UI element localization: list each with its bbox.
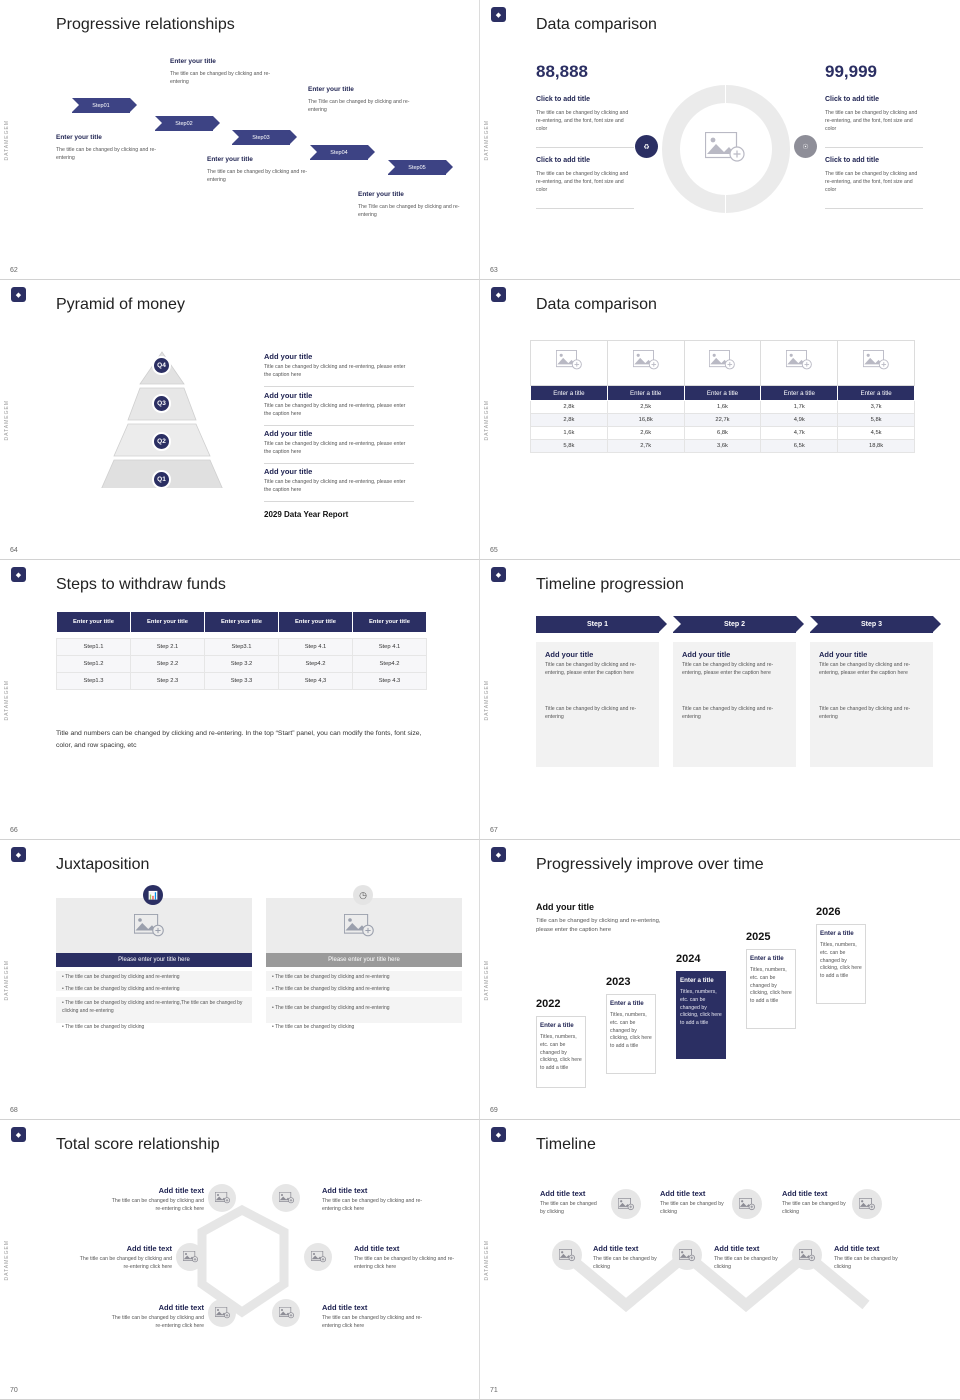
table-cell: Step3.1 xyxy=(205,639,279,656)
node-icon-1[interactable] xyxy=(552,1240,582,1270)
slide-sidebar-text: DATAMEGEM xyxy=(4,1240,10,1281)
node-icon-2[interactable] xyxy=(611,1189,641,1219)
table-header-cell[interactable]: Enter your title xyxy=(57,612,131,633)
table-cell: 6,5k xyxy=(761,440,838,453)
right-image-area[interactable] xyxy=(266,898,462,953)
left-bullet-3: • The title can be changed by clicking and re-entering,The title can be changed by clicking and re-entering xyxy=(62,1000,243,1014)
table-row xyxy=(57,673,427,690)
step-label-body-2: The title can be changed by clicking and re-entering xyxy=(170,71,271,85)
divider xyxy=(536,208,634,209)
brand-logo-icon: ◆ xyxy=(11,287,26,302)
pyramid-item-body-3: Title can be changed by clicking and re-entering, please enter the caption here xyxy=(264,441,406,455)
right-bullet-text-4: The title can be changed by clicking xyxy=(275,1024,355,1030)
node-icon-1[interactable] xyxy=(208,1184,236,1212)
timeline-step-2[interactable]: Step 2 xyxy=(673,616,796,633)
divider xyxy=(264,386,414,387)
timeline-panel-body-3a: Title can be changed by clicking and re-entering, please enter the caption here xyxy=(819,662,911,676)
table-cell: 5,8k xyxy=(531,440,608,453)
table-header-cell[interactable]: Enter a title xyxy=(838,386,915,401)
slide-sidebar-text: DATAMEGEM xyxy=(4,400,10,441)
page-number: 62 xyxy=(10,267,18,274)
slide-71 xyxy=(480,1120,960,1400)
table-cell: Step 4.1 xyxy=(353,639,427,656)
timeline-panel-title-1: Add your title xyxy=(545,650,594,659)
table-cell: Step1.2 xyxy=(57,656,131,673)
step-label-title-5: Enter your title xyxy=(358,191,404,198)
page-title: Juxtaposition xyxy=(56,856,150,873)
divider xyxy=(825,208,923,209)
timeline-panel-title-3: Add your title xyxy=(819,650,868,659)
year-label-2025: 2025 xyxy=(746,931,771,943)
right-bullet-text-1: The title can be changed by clicking and re-entering xyxy=(275,974,390,980)
node-icon-3[interactable] xyxy=(672,1240,702,1270)
step-chevron-4[interactable]: Step04 xyxy=(310,145,368,160)
table-cell: 6,8k xyxy=(684,427,761,440)
node-body-4: The title can be changed by clicking and re-entering click here xyxy=(354,1256,455,1270)
right-block-title-2: Click to add title xyxy=(825,157,880,164)
page-title: Pyramid of money xyxy=(56,296,185,313)
table-cell: Step 2.1 xyxy=(131,639,205,656)
table-cell: 4,5k xyxy=(838,427,915,440)
page-number: 67 xyxy=(490,827,498,834)
timeline-panel-3 xyxy=(810,642,933,767)
table-header-row xyxy=(531,386,915,401)
node-icon-2[interactable] xyxy=(272,1184,300,1212)
node-body-3: The title can be changed by clicking xyxy=(782,1201,846,1215)
table-image-cell[interactable] xyxy=(607,341,684,386)
table-cell: 4,7k xyxy=(761,427,838,440)
intro-title: Add your title xyxy=(536,902,594,912)
brand-logo-icon: ◆ xyxy=(11,567,26,582)
slide-sidebar-text: DATAMEGEM xyxy=(484,120,490,161)
year-card-body-2023: Titles, numbers, etc. can be changed by clicking, click here to add a title xyxy=(610,1012,652,1050)
year-card-title-2025: Enter a title xyxy=(750,955,784,962)
table-image-row xyxy=(531,341,915,386)
year-card-title-2026: Enter a title xyxy=(820,930,854,937)
year-card-body-2025: Titles, numbers, etc. can be changed by clicking, click here to add a title xyxy=(750,967,792,1005)
step-label-title-1: Enter your title xyxy=(56,134,102,141)
right-bar-label[interactable]: Please enter your title here xyxy=(266,953,462,967)
step-chevron-3[interactable]: Step03 xyxy=(232,130,290,145)
table-image-cell[interactable] xyxy=(531,341,608,386)
slide-sidebar-text: DATAMEGEM xyxy=(4,680,10,721)
step-label-body-5: The Title can be changed by clicking and re-entering xyxy=(358,204,460,218)
brand-logo-icon: ◆ xyxy=(491,287,506,302)
right-bullet-text-2: The title can be changed by clicking and re-entering xyxy=(275,986,390,992)
right-bullet-4: • The title can be changed by clicking xyxy=(272,1024,355,1030)
brand-logo-icon: ◆ xyxy=(491,1127,506,1142)
node-title-2: Add title text xyxy=(660,1189,706,1198)
right-marker-icon: ☉ xyxy=(794,135,817,158)
table-cell: Step 4.1 xyxy=(279,639,353,656)
page-title: Steps to withdraw funds xyxy=(56,576,226,593)
left-block-title-1: Click to add title xyxy=(536,96,591,103)
brand-logo-icon: ◆ xyxy=(491,7,506,22)
table-cell: 2,8k xyxy=(531,414,608,427)
page-number: 63 xyxy=(490,267,498,274)
timeline-step-3[interactable]: Step 3 xyxy=(810,616,933,633)
table-cell: Step 4,3 xyxy=(279,673,353,690)
node-title-4: Add title text xyxy=(354,1244,400,1253)
page-title: Timeline progression xyxy=(536,576,684,593)
divider xyxy=(264,501,414,502)
node-icon-4[interactable] xyxy=(732,1189,762,1219)
image-placeholder-icon xyxy=(134,914,164,943)
page-title: Data comparison xyxy=(536,296,657,313)
node-title-4: Add title text xyxy=(593,1244,639,1253)
pyramid-item-body-2: Title can be changed by clicking and re-entering, please enter the caption here xyxy=(264,403,406,417)
table-header-cell[interactable]: Enter a title xyxy=(531,386,608,401)
slide-sidebar-text: DATAMEGEM xyxy=(484,960,490,1001)
table-header-cell[interactable]: Enter a title xyxy=(761,386,838,401)
table-cell: Step1.3 xyxy=(57,673,131,690)
table-row xyxy=(57,639,427,656)
node-icon-6[interactable] xyxy=(852,1189,882,1219)
brand-logo-icon: ◆ xyxy=(11,1127,26,1142)
timeline-panel-body-3b: Title can be changed by clicking and re-entering xyxy=(819,706,911,720)
node-body-2: The title can be changed by clicking and re-entering click here xyxy=(322,1198,423,1212)
pyramid-level-q3[interactable]: Q3 xyxy=(152,394,171,413)
pyramid-item-title-2: Add your title xyxy=(264,391,313,400)
brand-logo-icon: ◆ xyxy=(491,847,506,862)
right-block-body-1: The title can be changed by clicking and re-entering, and the font, font size and color xyxy=(825,110,918,132)
left-bullet-text-4: The title can be changed by clicking xyxy=(65,1024,145,1030)
step-chevron-2[interactable]: Step02 xyxy=(155,116,213,131)
table-header-cell[interactable]: Enter a title xyxy=(684,386,761,401)
table-cell: 1,7k xyxy=(761,401,838,414)
node-title-3: Add title text xyxy=(782,1189,828,1198)
table-row xyxy=(531,414,915,427)
page-number: 66 xyxy=(10,827,18,834)
slide-sidebar-text: DATAMEGEM xyxy=(4,120,10,161)
table-row xyxy=(531,401,915,414)
year-card-title-2022: Enter a title xyxy=(540,1022,574,1029)
left-image-area[interactable] xyxy=(56,898,252,953)
year-card-body-2024: Titles, numbers, etc. can be changed by clicking, click here to add a title xyxy=(680,989,722,1027)
timeline-panel-body-1b: Title can be changed by clicking and re-entering xyxy=(545,706,637,720)
brand-logo-icon: ◆ xyxy=(491,567,506,582)
right-bullet-2: • The title can be changed by clicking and re-entering xyxy=(272,986,390,992)
node-body-5: The title can be changed by clicking and re-entering click here xyxy=(111,1315,204,1329)
right-bullet-1: • The title can be changed by clicking and re-entering xyxy=(272,974,390,980)
table-image-cell[interactable] xyxy=(761,341,838,386)
slide-63 xyxy=(480,0,960,280)
right-bullet-text-3: The title can be changed by clicking and re-entering xyxy=(275,1005,390,1011)
timeline-panel-title-2: Add your title xyxy=(682,650,731,659)
data-table xyxy=(530,340,915,453)
table-cell: 2,7k xyxy=(607,440,684,453)
page-number: 69 xyxy=(490,1107,498,1114)
left-block-title-2: Click to add title xyxy=(536,157,591,164)
table-cell: Step1.1 xyxy=(57,639,131,656)
page-number: 64 xyxy=(10,547,18,554)
node-body-2: The title can be changed by clicking xyxy=(660,1201,724,1215)
left-block-body-2: The title can be changed by clicking and re-entering, and the font, font size and color xyxy=(536,171,629,193)
table-cell: Step4.2 xyxy=(279,656,353,673)
node-body-4: The title can be changed by clicking xyxy=(593,1256,657,1270)
page-title: Timeline xyxy=(536,1136,596,1153)
divider xyxy=(536,147,634,148)
step-chevron-1[interactable]: Step01 xyxy=(72,98,130,113)
step-label-title-2: Enter your title xyxy=(170,58,216,65)
table-cell: Step 2.3 xyxy=(131,673,205,690)
table-row xyxy=(531,427,915,440)
table-header-cell[interactable]: Enter your title xyxy=(279,612,353,633)
node-body-6: The title can be changed by clicking xyxy=(834,1256,898,1270)
table-header-cell[interactable]: Enter a title xyxy=(607,386,684,401)
steps-note: Title and numbers can be changed by clicking and re-entering. In the top “Start” panel, you can modify the fonts, font size, color, and row spacing, etc xyxy=(56,730,422,749)
table-image-cell[interactable] xyxy=(838,341,915,386)
pyramid-level-q2[interactable]: Q2 xyxy=(152,432,171,451)
table-cell: 22,7k xyxy=(684,414,761,427)
clock-icon: ◷ xyxy=(353,885,373,905)
pyramid-level-q1[interactable]: Q1 xyxy=(152,470,171,489)
year-label-2022: 2022 xyxy=(536,998,561,1010)
node-title-3: Add title text xyxy=(126,1244,172,1253)
table-cell: 16,8k xyxy=(607,414,684,427)
pyramid-item-title-4: Add your title xyxy=(264,467,313,476)
pyramid-level-q4[interactable]: Q4 xyxy=(152,356,171,375)
node-icon-4[interactable] xyxy=(304,1243,332,1271)
node-body-1: The title can be changed by clicking xyxy=(540,1201,597,1215)
node-title-2: Add title text xyxy=(322,1186,368,1195)
left-bullet-text-3: The title can be changed by clicking and re-entering,The title can be changed by clicking and re-entering xyxy=(62,1000,243,1014)
page-title: Total score relationship xyxy=(56,1136,220,1153)
node-title-6: Add title text xyxy=(834,1244,880,1253)
timeline-panel-body-2b: Title can be changed by clicking and re-entering xyxy=(682,706,774,720)
pyramid-item-title-1: Add your title xyxy=(264,352,313,361)
table-cell: 18,8k xyxy=(838,440,915,453)
step-label-body-1: The title can be changed by clicking and re-entering xyxy=(56,147,157,161)
year-label-2024: 2024 xyxy=(676,953,701,965)
step-chevron-5[interactable]: Step05 xyxy=(388,160,446,175)
page-number: 68 xyxy=(10,1107,18,1114)
slide-67 xyxy=(480,560,960,840)
slide-sidebar-text: DATAMEGEM xyxy=(484,680,490,721)
node-icon-5[interactable] xyxy=(792,1240,822,1270)
timeline-panel-1 xyxy=(536,642,659,767)
divider xyxy=(264,425,414,426)
divider xyxy=(825,147,923,148)
page-title: Data comparison xyxy=(536,16,657,33)
slide-66 xyxy=(0,560,480,840)
node-title-5: Add title text xyxy=(714,1244,760,1253)
page-title: Progressively improve over time xyxy=(536,856,764,873)
divider xyxy=(264,463,414,464)
table-row xyxy=(57,656,427,673)
table-cell: 2,8k xyxy=(531,401,608,414)
node-title-1: Add title text xyxy=(540,1189,586,1198)
node-body-1: The title can be changed by clicking and re-entering click here xyxy=(111,1198,204,1212)
left-big-number: 88,888 xyxy=(536,62,588,81)
table-header-cell[interactable]: Enter your title xyxy=(131,612,205,633)
slide-64 xyxy=(0,280,480,560)
left-block-body-1: The title can be changed by clicking and re-entering, and the font, font size and color xyxy=(536,110,629,132)
table-header-cell[interactable]: Enter your title xyxy=(205,612,279,633)
table-cell: Step 4.3 xyxy=(353,673,427,690)
node-title-5: Add title text xyxy=(158,1303,204,1312)
node-body-5: The title can be changed by clicking xyxy=(714,1256,778,1270)
table-header-cell[interactable]: Enter your title xyxy=(353,612,427,633)
slide-62 xyxy=(0,0,480,280)
image-placeholder-icon xyxy=(344,914,374,943)
node-title-1: Add title text xyxy=(158,1186,204,1195)
slide-69 xyxy=(480,840,960,1120)
ring-connector xyxy=(180,1192,310,1367)
step-label-title-4: Enter your title xyxy=(308,86,354,93)
left-bar-label[interactable]: Please enter your title here xyxy=(56,953,252,967)
timeline-panel-body-1a: Title can be changed by clicking and re-entering, please enter the caption here xyxy=(545,662,637,676)
year-card-title-2023: Enter a title xyxy=(610,1000,644,1007)
node-icon-6[interactable] xyxy=(272,1299,300,1327)
brand-logo-icon: ◆ xyxy=(11,847,26,862)
table-cell: Step 3.2 xyxy=(205,656,279,673)
year-card-body-2022: Titles, numbers, etc. can be changed by clicking, click here to add a title xyxy=(540,1034,582,1072)
slide-sidebar-text: DATAMEGEM xyxy=(484,1240,490,1281)
step-label-body-4: The Title can be changed by clicking and re-entering xyxy=(308,99,410,113)
right-bullet-3: • The title can be changed by clicking and re-entering xyxy=(272,1005,390,1011)
table-cell: 3,6k xyxy=(684,440,761,453)
step-label-body-3: The title can be changed by clicking and re-entering xyxy=(207,169,308,183)
pyramid-item-title-3: Add your title xyxy=(264,429,313,438)
left-bullet-4: • The title can be changed by clicking xyxy=(62,1024,145,1030)
page-number: 70 xyxy=(10,1387,18,1394)
right-block-body-2: The title can be changed by clicking and re-entering, and the font, font size and color xyxy=(825,171,918,193)
node-body-3: The title can be changed by clicking and re-entering click here xyxy=(79,1256,172,1270)
table-cell: Step4.2 xyxy=(353,656,427,673)
node-body-6: The title can be changed by clicking and re-entering click here xyxy=(322,1315,423,1329)
year-label-2026: 2026 xyxy=(816,906,841,918)
year-card-body-2026: Titles, numbers, etc. can be changed by clicking, click here to add a title xyxy=(820,942,862,980)
slide-sidebar-text: DATAMEGEM xyxy=(4,960,10,1001)
page-title: Progressive relationships xyxy=(56,16,235,33)
slide-68 xyxy=(0,840,480,1120)
table-cell: Step 2.2 xyxy=(131,656,205,673)
left-marker-icon: ♻ xyxy=(635,135,658,158)
left-bullet-2: • The title can be changed by clicking and re-entering xyxy=(62,986,180,992)
table-cell: 4,9k xyxy=(761,414,838,427)
pyramid-footer: 2029 Data Year Report xyxy=(264,510,349,519)
right-big-number: 99,999 xyxy=(825,62,877,81)
table-cell: 1,6k xyxy=(531,427,608,440)
slide-70 xyxy=(0,1120,480,1400)
center-image-placeholder-icon xyxy=(705,132,745,169)
table-cell: 5,8k xyxy=(838,414,915,427)
left-bullet-text-1: The title can be changed by clicking and re-entering xyxy=(65,974,180,980)
year-card-title-2024: Enter a title xyxy=(680,977,714,984)
timeline-panel-2 xyxy=(673,642,796,767)
right-block-title-1: Click to add title xyxy=(825,96,880,103)
slide-65 xyxy=(480,280,960,560)
timeline-panel-body-2a: Title can be changed by clicking and re-entering, please enter the caption here xyxy=(682,662,774,676)
node-icon-3[interactable] xyxy=(176,1243,204,1271)
page-number: 65 xyxy=(490,547,498,554)
pyramid-item-body-1: Title can be changed by clicking and re-entering, please enter the caption here xyxy=(264,364,406,378)
bar-chart-icon: 📊 xyxy=(143,885,163,905)
left-bullet-text-2: The title can be changed by clicking and re-entering xyxy=(65,986,180,992)
table-cell: 2,5k xyxy=(607,401,684,414)
node-title-6: Add title text xyxy=(322,1303,368,1312)
table-cell: 3,7k xyxy=(838,401,915,414)
table-cell: 1,6k xyxy=(684,401,761,414)
slide-sidebar-text: DATAMEGEM xyxy=(484,400,490,441)
table-cell: 2,6k xyxy=(607,427,684,440)
left-bullet-1: • The title can be changed by clicking and re-entering xyxy=(62,974,180,980)
year-label-2023: 2023 xyxy=(606,976,631,988)
table-header-row xyxy=(57,612,427,633)
table-image-cell[interactable] xyxy=(684,341,761,386)
table-row xyxy=(531,440,915,453)
step-label-title-3: Enter your title xyxy=(207,156,253,163)
page-number: 71 xyxy=(490,1387,498,1394)
timeline-step-1[interactable]: Step 1 xyxy=(536,616,659,633)
steps-table xyxy=(56,611,427,690)
table-cell: Step 3.3 xyxy=(205,673,279,690)
pyramid-item-body-4: Title can be changed by clicking and re-entering, please enter the caption here xyxy=(264,479,406,493)
node-icon-5[interactable] xyxy=(208,1299,236,1327)
intro-body: Title can be changed by clicking and re-entering, please enter the caption here xyxy=(536,918,661,933)
